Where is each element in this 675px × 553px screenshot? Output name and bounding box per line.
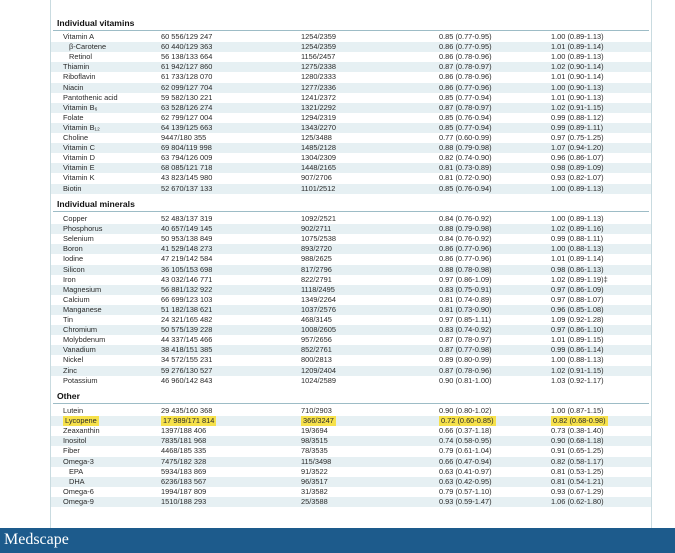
nutrient-name: Omega-9 (63, 496, 94, 506)
hazard-ratio-2: 0.99 (0.89-1.11) (551, 122, 604, 132)
events-value: 19/3694 (301, 426, 328, 436)
hazard-ratio-1: 0.81 (0.73-0.90) (439, 304, 492, 314)
hazard-ratio-1: 0.97 (0.85-1.11) (439, 315, 492, 324)
nutrient-name: Tin (63, 315, 73, 324)
nutrient-name: Nickel (63, 355, 84, 365)
hazard-ratio-2: 1.07 (0.94-1.20) (551, 143, 604, 153)
cases-value: 36 105/153 698 (161, 264, 213, 274)
table-row (51, 325, 651, 335)
events-value: 1024/2589 (301, 375, 336, 385)
table-row (51, 355, 651, 365)
events-value: 91/3522 (301, 466, 328, 476)
cases-value: 63 794/126 009 (161, 153, 213, 163)
nutrient-name: Silicon (63, 264, 85, 274)
supplement-table (50, 0, 652, 528)
cases-value: 62 099/127 704 (161, 82, 213, 92)
nutrient-name: EPA (69, 466, 84, 476)
table-row (51, 123, 651, 133)
hazard-ratio-2: 0.90 (0.68-1.18) (551, 436, 604, 446)
hazard-ratio-2: 1.00 (0.90-1.13) (551, 82, 604, 92)
nutrient-name: Omega-3 (63, 456, 94, 466)
events-value: 1092/2521 (301, 214, 336, 223)
hazard-ratio-1: 0.86 (0.77-0.96) (439, 82, 492, 92)
nutrient-name: Inositol (63, 436, 87, 446)
hazard-ratio-2: 1.00 (0.89-1.13) (551, 214, 604, 223)
hazard-ratio-1: 0.87 (0.78-0.97) (439, 335, 492, 345)
events-value: 1277/2336 (301, 82, 336, 92)
hazard-ratio-2: 0.99 (0.88-1.11) (551, 234, 604, 244)
table-row (51, 467, 651, 477)
nutrient-name: Thiamin (63, 62, 90, 72)
events-value: 115/3498 (301, 456, 332, 466)
hazard-ratio-1: 0.79 (0.57-1.10) (439, 486, 492, 496)
table-row (51, 93, 651, 103)
table-row (51, 457, 651, 467)
cases-value: 44 337/145 466 (161, 335, 213, 345)
nutrient-name: Choline (63, 133, 89, 142)
hazard-ratio-1: 0.86 (0.77-0.96) (439, 244, 492, 254)
hazard-ratio-2: 1.00 (0.89-1.13) (551, 183, 604, 193)
table-row (51, 497, 651, 507)
hazard-ratio-1: 0.63 (0.42-0.95) (439, 476, 492, 486)
hazard-ratio-1: 0.86 (0.77-0.95) (439, 42, 492, 52)
cases-value: 63 528/126 274 (161, 102, 213, 112)
hazard-ratio-2: 0.96 (0.86-1.07) (551, 153, 604, 163)
hazard-ratio-2: 0.97 (0.86-1.10) (551, 325, 604, 335)
nutrient-name: Calcium (63, 294, 90, 304)
nutrient-name: Potassium (63, 375, 98, 385)
table-row (51, 376, 651, 386)
table-row (51, 163, 651, 173)
table-row (51, 477, 651, 487)
hazard-ratio-1: 0.88 (0.78-0.98) (439, 264, 492, 274)
nutrient-name: β-Carotene (69, 42, 107, 52)
events-value: 822/2791 (301, 274, 332, 284)
table-row (51, 83, 651, 93)
events-value: 1294/2319 (301, 112, 336, 122)
table-row (51, 42, 651, 52)
hazard-ratio-2: 0.99 (0.86-1.14) (551, 345, 604, 355)
hazard-ratio-2: 1.02 (0.89-1.19)‡ (551, 274, 608, 284)
table-row (51, 366, 651, 376)
hazard-ratio-2: 1.06 (0.62-1.80) (551, 496, 604, 506)
table-row (51, 406, 651, 416)
table-row (51, 254, 651, 264)
hazard-ratio-2: 0.73 (0.38-1.40) (551, 426, 604, 436)
cases-value: 61 733/128 070 (161, 72, 213, 82)
cases-value: 60 556/129 247 (161, 32, 213, 41)
nutrient-name: Iodine (63, 254, 84, 264)
hazard-ratio-2: 1.00 (0.88-1.13) (551, 355, 604, 365)
events-value: 907/2706 (301, 173, 332, 183)
hazard-ratio-2: 0.99 (0.88-1.12) (551, 112, 604, 122)
events-value: 1448/2165 (301, 163, 336, 173)
nutrient-name: Lutein (63, 406, 84, 415)
cases-value: 62 799/127 004 (161, 112, 213, 122)
table-row (51, 32, 651, 42)
hazard-ratio-2: 1.00 (0.88-1.13) (551, 244, 604, 254)
nutrient-name: Omega-6 (63, 486, 94, 496)
cases-value: 1994/187 809 (161, 486, 207, 496)
table-row (51, 436, 651, 446)
hazard-ratio-1: 0.93 (0.59-1.47) (439, 496, 492, 506)
hazard-ratio-1: 0.85 (0.76-0.94) (439, 183, 492, 193)
hazard-ratio-1: 0.85 (0.76-0.94) (439, 112, 492, 122)
events-value: 1101/2512 (301, 183, 336, 193)
section-title: Other (57, 391, 80, 401)
nutrient-name: Vitamin K (63, 173, 95, 183)
events-value: 1037/2576 (301, 304, 336, 314)
hazard-ratio-1: 0.97 (0.86-1.09) (439, 274, 492, 284)
cases-value: 34 572/155 231 (161, 355, 213, 365)
table-row (51, 72, 651, 82)
table-row (51, 113, 651, 123)
cases-value: 56 138/133 664 (161, 52, 213, 62)
hazard-ratio-2: 1.01 (0.90-1.13) (551, 92, 604, 102)
hazard-ratio-2: 0.97 (0.75-1.25) (551, 133, 604, 142)
nutrient-name: Fiber (63, 446, 80, 456)
events-value: 96/3517 (301, 476, 328, 486)
table-row (51, 214, 651, 224)
table-row (51, 184, 651, 194)
section-rule (53, 403, 649, 404)
hazard-ratio-1: 0.87 (0.78-0.97) (439, 62, 492, 72)
events-value: 1304/2309 (301, 153, 336, 163)
hazard-ratio-2: 1.00 (0.87-1.15) (551, 406, 604, 415)
hazard-ratio-1: 0.88 (0.79-0.98) (439, 224, 492, 234)
table-row (51, 345, 651, 355)
nutrient-name: Iron (63, 274, 76, 284)
nutrient-name: Vitamin E (63, 163, 95, 173)
table-row (51, 234, 651, 244)
cases-value: 43 823/145 980 (161, 173, 213, 183)
nutrient-name: Folate (63, 112, 84, 122)
table-row (51, 295, 651, 305)
events-value: 25/3588 (301, 496, 328, 506)
cases-value: 56 881/132 922 (161, 284, 213, 294)
hazard-ratio-1: 0.86 (0.77-0.96) (439, 254, 492, 264)
cases-value: 9447/180 355 (161, 133, 207, 142)
cases-value: 17 989/171 814 (163, 416, 215, 426)
table-row (51, 446, 651, 456)
nutrient-name: Phosphorus (63, 224, 103, 234)
nutrient-name: Copper (63, 214, 88, 223)
hazard-ratio-2: 1.01 (0.90-1.14) (551, 72, 604, 82)
hazard-ratio-2: 0.81 (0.53-1.25) (551, 466, 604, 476)
nutrient-name: Vitamin D (63, 153, 95, 163)
hazard-ratio-2: 0.91 (0.65-1.25) (551, 446, 604, 456)
hazard-ratio-2: 1.02 (0.89-1.16) (551, 224, 604, 234)
hazard-ratio-1: 0.79 (0.61-1.04) (439, 446, 492, 456)
footer-bar (0, 528, 675, 553)
events-value: 1343/2270 (301, 122, 336, 132)
cases-value: 29 435/160 368 (161, 406, 213, 415)
events-value: 800/2813 (301, 355, 332, 365)
cases-value: 52 670/137 133 (161, 183, 213, 193)
hazard-ratio-2: 0.97 (0.88-1.07) (551, 294, 604, 304)
table-row (51, 285, 651, 295)
nutrient-name: Biotin (63, 183, 82, 193)
cases-value: 68 085/121 718 (161, 163, 213, 173)
cases-value: 59 582/130 221 (161, 92, 213, 102)
events-value: 1156/2457 (301, 52, 336, 62)
nutrient-name: Retinol (69, 52, 93, 62)
events-value: 710/2903 (301, 406, 332, 415)
events-value: 1254/2359 (301, 42, 336, 52)
hazard-ratio-1: 0.72 (0.60-0.85) (441, 416, 494, 426)
table-row (51, 173, 651, 183)
nutrient-name: Manganese (63, 304, 102, 314)
table-row (51, 52, 651, 62)
hazard-ratio-1: 0.85 (0.77-0.94) (439, 122, 492, 132)
nutrient-name: Boron (63, 244, 83, 254)
cases-value: 47 219/142 584 (161, 254, 213, 264)
hazard-ratio-1: 0.86 (0.78-0.96) (439, 72, 492, 82)
hazard-ratio-2: 1.01 (0.89-1.15) (551, 335, 604, 345)
section-rule (53, 211, 649, 212)
events-value: 468/3145 (301, 315, 332, 324)
section-title: Individual vitamins (57, 18, 135, 28)
cases-value: 50 575/139 228 (161, 325, 213, 335)
hazard-ratio-2: 0.82 (0.58-1.17) (551, 456, 604, 466)
hazard-ratio-2: 1.00 (0.89-1.13) (551, 32, 604, 41)
table-row (51, 224, 651, 234)
table-row (51, 244, 651, 254)
hazard-ratio-1: 0.89 (0.80-0.99) (439, 355, 492, 365)
events-value: 893/2720 (301, 244, 332, 254)
nutrient-name: Chromium (63, 325, 98, 335)
hazard-ratio-2: 0.82 (0.68-0.98) (553, 416, 606, 426)
hazard-ratio-1: 0.81 (0.72-0.90) (439, 173, 492, 183)
table-row (51, 143, 651, 153)
cases-value: 6236/183 567 (161, 476, 207, 486)
events-value: 1118/2495 (301, 284, 335, 294)
table-row (51, 133, 651, 143)
nutrient-name: Zeaxanthin (63, 426, 100, 436)
cases-value: 43 032/146 771 (161, 274, 213, 284)
cases-value: 40 657/149 145 (161, 224, 213, 234)
events-value: 125/3488 (301, 133, 332, 142)
events-value: 957/2656 (301, 335, 332, 345)
hazard-ratio-1: 0.86 (0.78-0.96) (439, 52, 492, 62)
hazard-ratio-1: 0.90 (0.80-1.02) (439, 406, 492, 415)
hazard-ratio-2: 0.97 (0.86-1.09) (551, 284, 604, 294)
cases-value: 4468/185 335 (161, 446, 207, 456)
events-value: 1209/2404 (301, 365, 336, 375)
hazard-ratio-1: 0.66 (0.37-1.18) (439, 426, 492, 436)
cases-value: 1510/188 293 (161, 496, 207, 506)
hazard-ratio-2: 0.93 (0.82-1.07) (551, 173, 604, 183)
events-value: 78/3535 (301, 446, 328, 456)
hazard-ratio-1: 0.87 (0.78-0.97) (439, 102, 492, 112)
cases-value: 24 321/165 482 (161, 315, 213, 324)
events-value: 1349/2264 (301, 294, 336, 304)
cases-value: 41 529/148 273 (161, 244, 213, 254)
events-value: 1321/2292 (301, 102, 336, 112)
hazard-ratio-2: 1.09 (0.92-1.28) (551, 315, 604, 324)
table-row (51, 335, 651, 345)
hazard-ratio-1: 0.85 (0.77-0.94) (439, 92, 492, 102)
hazard-ratio-2: 0.98 (0.86-1.13) (551, 264, 604, 274)
hazard-ratio-2: 1.03 (0.92-1.17) (551, 375, 604, 385)
hazard-ratio-1: 0.81 (0.74-0.89) (439, 294, 492, 304)
cases-value: 64 139/125 663 (161, 122, 213, 132)
cases-value: 7475/182 328 (161, 456, 207, 466)
hazard-ratio-1: 0.84 (0.76-0.92) (439, 234, 492, 244)
nutrient-name: Vitamin B₆ (63, 102, 98, 112)
hazard-ratio-1: 0.88 (0.79-0.98) (439, 143, 492, 153)
cases-value: 52 483/137 319 (161, 214, 213, 223)
nutrient-name: Zinc (63, 365, 77, 375)
nutrient-name: Riboflavin (63, 72, 96, 82)
events-value: 1254/2359 (301, 32, 336, 41)
cases-value: 38 418/151 385 (161, 345, 213, 355)
hazard-ratio-1: 0.82 (0.74-0.90) (439, 153, 492, 163)
cases-value: 59 276/130 527 (161, 365, 213, 375)
cases-value: 50 953/138 849 (161, 234, 213, 244)
nutrient-name: Pantothenic acid (63, 92, 118, 102)
cases-value: 1397/188 406 (161, 426, 207, 436)
hazard-ratio-2: 0.93 (0.67-1.29) (551, 486, 604, 496)
hazard-ratio-1: 0.83 (0.75-0.91) (439, 284, 492, 294)
hazard-ratio-2: 0.98 (0.89-1.09) (551, 163, 604, 173)
nutrient-name: Vanadium (63, 345, 96, 355)
cases-value: 66 699/123 103 (161, 294, 213, 304)
table-row (51, 305, 651, 315)
hazard-ratio-1: 0.81 (0.73-0.89) (439, 163, 492, 173)
events-value: 817/2796 (301, 264, 332, 274)
events-value: 1008/2605 (301, 325, 336, 335)
cases-value: 60 440/129 363 (161, 42, 213, 52)
table-row (51, 265, 651, 275)
cases-value: 5934/183 869 (161, 466, 207, 476)
nutrient-name: Vitamin B₁₂ (63, 122, 100, 132)
hazard-ratio-1: 0.87 (0.77-0.98) (439, 345, 492, 355)
hazard-ratio-2: 1.02 (0.91-1.15) (551, 102, 604, 112)
nutrient-name: DHA (69, 476, 85, 486)
table-row (51, 487, 651, 497)
events-value: 1485/2128 (301, 143, 336, 153)
table-row (51, 426, 651, 436)
table-row (51, 416, 651, 426)
events-value: 1075/2538 (301, 234, 336, 244)
hazard-ratio-2: 1.01 (0.89-1.14) (551, 42, 604, 52)
hazard-ratio-1: 0.85 (0.77-0.95) (439, 32, 492, 41)
hazard-ratio-1: 0.74 (0.58-0.95) (439, 436, 492, 446)
nutrient-name: Lycopene (65, 416, 97, 426)
hazard-ratio-1: 0.66 (0.47-0.94) (439, 456, 492, 466)
nutrient-name: Vitamin A (63, 32, 95, 41)
hazard-ratio-1: 0.87 (0.78-0.96) (439, 365, 492, 375)
events-value: 98/3515 (301, 436, 328, 446)
events-value: 988/2625 (301, 254, 332, 264)
cases-value: 46 960/142 843 (161, 375, 213, 385)
nutrient-name: Selenium (63, 234, 94, 244)
hazard-ratio-1: 0.90 (0.81-1.00) (439, 375, 492, 385)
events-value: 1241/2372 (301, 92, 336, 102)
nutrient-name: Molybdenum (63, 335, 106, 345)
cases-value: 51 182/138 621 (161, 304, 213, 314)
events-value: 852/2761 (301, 345, 332, 355)
nutrient-name: Magnesium (63, 284, 102, 294)
table-row (51, 153, 651, 163)
hazard-ratio-2: 1.00 (0.89-1.13) (551, 52, 604, 62)
table-row (51, 62, 651, 72)
cases-value: 7835/181 968 (161, 436, 207, 446)
events-value: 31/3582 (301, 486, 328, 496)
table-row (51, 103, 651, 113)
nutrient-name: Vitamin C (63, 143, 95, 153)
events-value: 1275/2338 (301, 62, 336, 72)
section-rule (53, 30, 649, 31)
table-row (51, 315, 651, 325)
hazard-ratio-1: 0.77 (0.60-0.99) (439, 133, 492, 142)
hazard-ratio-2: 1.02 (0.91-1.15) (551, 365, 604, 375)
cases-value: 69 804/119 998 (161, 143, 212, 153)
hazard-ratio-1: 0.63 (0.41-0.97) (439, 466, 492, 476)
hazard-ratio-2: 1.01 (0.89-1.14) (551, 254, 604, 264)
hazard-ratio-2: 0.81 (0.54-1.21) (551, 476, 604, 486)
nutrient-name: Niacin (63, 82, 84, 92)
medscape-logo: Medscape (4, 531, 69, 548)
events-value: 1280/2333 (301, 72, 336, 82)
section-title: Individual minerals (57, 199, 135, 209)
events-value: 366/3247 (303, 416, 334, 426)
events-value: 902/2711 (301, 224, 332, 234)
hazard-ratio-1: 0.83 (0.74-0.92) (439, 325, 492, 335)
table-row (51, 275, 651, 285)
hazard-ratio-2: 0.96 (0.85-1.08) (551, 304, 604, 314)
hazard-ratio-1: 0.84 (0.76-0.92) (439, 214, 492, 223)
hazard-ratio-2: 1.02 (0.90-1.14) (551, 62, 604, 72)
cases-value: 61 942/127 860 (161, 62, 213, 72)
